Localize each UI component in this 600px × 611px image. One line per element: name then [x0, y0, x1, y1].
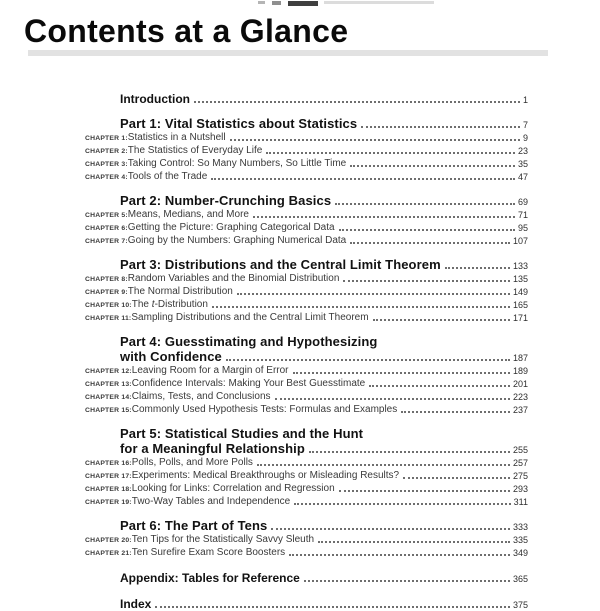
dotted-leader — [230, 139, 520, 141]
page-number: 335 — [512, 535, 528, 545]
toc-row-chapter — [85, 377, 528, 390]
chapter-number-label: CHAPTER 18: — [85, 486, 132, 493]
dotted-leader — [350, 165, 515, 167]
toc-row-part — [85, 256, 528, 272]
dotted-leader — [289, 554, 510, 556]
chapter-title: Ten Surefire Exam Score Boosters — [131, 547, 286, 558]
dotted-leader — [403, 477, 510, 479]
page-number: 9 — [522, 133, 528, 143]
page-number: 275 — [512, 471, 528, 481]
clipped-text-mark — [272, 1, 281, 5]
chapter-title-part: The — [131, 299, 152, 310]
page-title: Contents at a Glance — [24, 13, 349, 49]
chapter-number-label: CHAPTER 2: — [85, 148, 128, 155]
chapter-number-label: CHAPTER 11: — [85, 315, 132, 322]
toc-row-chapter — [85, 311, 528, 324]
toc-row-part — [85, 517, 528, 533]
dotted-leader — [318, 541, 510, 543]
toc-row-part — [85, 192, 528, 208]
chapter-title: Going by the Numbers: Graphing Numerical Data — [127, 235, 347, 246]
toc-row-single — [120, 596, 528, 611]
part-title-text: Part 6: The Part of Tens — [120, 518, 268, 533]
toc-row-chapter — [85, 221, 528, 234]
chapter-number-label: CHAPTER 20: — [85, 537, 132, 544]
page-number: 35 — [517, 159, 528, 169]
chapter-title: Getting the Picture: Graphing Categorical Data — [127, 222, 335, 233]
page-number: 223 — [512, 392, 528, 402]
chapter-number-label: CHAPTER 19: — [85, 499, 132, 506]
toc-row-chapter — [85, 364, 528, 377]
chapter-number-label: CHAPTER 10: — [85, 302, 132, 309]
page-number: 187 — [512, 353, 528, 363]
toc-row-chapter — [85, 533, 528, 546]
chapter-number-label: CHAPTER 9: — [85, 289, 128, 296]
part-title-line2 — [120, 440, 528, 456]
chapter-title: Looking for Links: Correlation and Regression — [131, 483, 335, 494]
dotted-leader — [257, 464, 510, 466]
page-number: 69 — [517, 197, 528, 207]
page-number: 135 — [512, 274, 528, 284]
chapter-title: Experiments: Medical Breakthroughs or Misleading Results? — [131, 470, 400, 481]
chapter-number-label: CHAPTER 1: — [85, 135, 128, 142]
dotted-leader — [212, 306, 510, 308]
toc-row-chapter — [85, 208, 528, 221]
toc-row-chapter — [85, 131, 528, 144]
chapter-title: Taking Control: So Many Numbers, So Little Time — [127, 158, 347, 169]
clipped-previous-page-text — [0, 0, 600, 8]
part-title-line1 — [120, 425, 528, 440]
clipped-text-mark — [324, 1, 434, 4]
page-header — [24, 14, 576, 56]
dotted-leader — [266, 152, 515, 154]
page-number: 365 — [512, 574, 528, 584]
dotted-leader — [226, 359, 510, 361]
toc-row-chapter — [85, 456, 528, 469]
part-title-text: Part 1: Vital Statistics about Statistics — [120, 116, 358, 131]
chapter-title: Leaving Room for a Margin of Error — [131, 365, 289, 376]
part-title-text: Part 2: Number-Crunching Basics — [120, 193, 332, 208]
chapter-number-label: CHAPTER 3: — [85, 161, 128, 168]
chapter-title: Commonly Used Hypothesis Tests: Formulas and Examples — [131, 404, 398, 415]
toc-row-chapter — [85, 390, 528, 403]
chapter-number-label: CHAPTER 7: — [85, 238, 128, 245]
part-title-text: with Confidence — [120, 349, 222, 364]
dotted-leader — [155, 606, 510, 608]
dotted-leader — [211, 178, 515, 180]
toc-row-part — [85, 333, 528, 364]
page-number: 201 — [512, 379, 528, 389]
page-number: 375 — [512, 600, 528, 610]
page-number: 257 — [512, 458, 528, 468]
toc-row-chapter — [85, 403, 528, 416]
toc-row-chapter — [85, 546, 528, 559]
part-title-line1 — [120, 192, 528, 208]
chapter-title: Polls, Polls, and More Polls — [131, 457, 253, 468]
dotted-leader — [304, 580, 510, 582]
dotted-leader — [369, 385, 510, 387]
chapter-title: The Statistics of Everyday Life — [127, 145, 263, 156]
chapter-number-label: CHAPTER 12: — [85, 368, 132, 375]
toc-entry-label: Introduction — [120, 92, 190, 106]
toc-row-chapter — [85, 285, 528, 298]
toc-row-part — [85, 425, 528, 456]
dotted-leader — [335, 203, 515, 205]
toc-row-chapter — [85, 170, 528, 183]
part-title-text: Part 4: Guesstimating and Hypothesizing — [120, 334, 378, 349]
toc-entry-label: Appendix: Tables for Reference — [120, 571, 300, 585]
toc-row-chapter — [85, 298, 528, 311]
toc-row-single — [120, 570, 528, 585]
dotted-leader — [361, 126, 520, 128]
chapter-title: Tools of the Trade — [127, 171, 208, 182]
toc — [85, 80, 528, 611]
dotted-leader — [373, 319, 510, 321]
dotted-leader — [343, 280, 510, 282]
dotted-leader — [445, 267, 510, 269]
chapter-title: Two-Way Tables and Independence — [131, 496, 291, 507]
part-title-text: Part 5: Statistical Studies and the Hunt — [120, 426, 364, 441]
dotted-leader — [294, 503, 510, 505]
chapter-title: Random Variables and the Binomial Distribution — [127, 273, 340, 284]
dotted-leader — [275, 398, 510, 400]
dotted-leader — [253, 216, 515, 218]
dotted-leader — [309, 451, 510, 453]
chapter-number-label: CHAPTER 13: — [85, 381, 132, 388]
chapter-title: Statistics in a Nutshell — [127, 132, 226, 143]
dotted-leader — [339, 229, 515, 231]
toc-row-chapter — [85, 495, 528, 508]
chapter-title: Ten Tips for the Statistically Savvy Sleuth — [131, 534, 315, 545]
toc-row-single — [120, 91, 528, 106]
chapter-title: Claims, Tests, and Conclusions — [131, 391, 271, 402]
chapter-number-label: CHAPTER 17: — [85, 473, 132, 480]
page-number: 95 — [517, 223, 528, 233]
part-title-text: Part 3: Distributions and the Central Limit Theorem — [120, 257, 441, 272]
chapter-title-part: t — [151, 299, 155, 310]
toc-row-chapter — [85, 157, 528, 170]
dotted-leader — [237, 293, 510, 295]
toc-row-chapter — [85, 272, 528, 285]
part-title-line1 — [120, 333, 528, 348]
chapter-title: Means, Medians, and More — [127, 209, 249, 220]
chapter-number-label: CHAPTER 16: — [85, 460, 132, 467]
title-underline-rule — [28, 50, 548, 56]
page-number: 1 — [522, 95, 528, 105]
page-number: 189 — [512, 366, 528, 376]
chapter-number-label: CHAPTER 21: — [85, 550, 132, 557]
toc-entry-label: Index — [120, 597, 152, 611]
toc-row-chapter — [85, 144, 528, 157]
part-title-line2 — [120, 348, 528, 364]
dotted-leader — [293, 372, 510, 374]
toc-row-part — [85, 115, 528, 131]
page-number: 71 — [517, 210, 528, 220]
dotted-leader — [401, 411, 510, 413]
chapter-number-label: CHAPTER 8: — [85, 276, 128, 283]
page-number: 7 — [522, 120, 528, 130]
clipped-text-mark — [288, 1, 318, 6]
clipped-text-mark — [258, 1, 265, 4]
dotted-leader — [271, 528, 510, 530]
part-title-line1 — [120, 115, 528, 131]
chapter-title: Sampling Distributions and the Central Limit Theorem — [131, 312, 369, 323]
page-number: 311 — [513, 497, 528, 507]
page-number: 107 — [512, 236, 528, 246]
chapter-number-label: CHAPTER 15: — [85, 407, 132, 414]
page-number: 165 — [512, 300, 528, 310]
page-number: 293 — [512, 484, 528, 494]
chapter-number-label: CHAPTER 6: — [85, 225, 128, 232]
page-number: 149 — [512, 287, 528, 297]
dotted-leader — [194, 101, 520, 103]
toc-row-chapter — [85, 482, 528, 495]
part-title-text: for a Meaningful Relationship — [120, 441, 305, 456]
page-number: 349 — [512, 548, 528, 558]
dotted-leader — [350, 242, 510, 244]
page-number: 47 — [517, 172, 528, 182]
chapter-title: Confidence Intervals: Making Your Best Guesstimate — [131, 378, 366, 389]
page-number: 23 — [517, 146, 528, 156]
page-number: 133 — [512, 261, 528, 271]
chapter-number-label: CHAPTER 4: — [85, 174, 128, 181]
page-number: 255 — [512, 445, 528, 455]
part-title-line1 — [120, 256, 528, 272]
chapter-number-label: CHAPTER 14: — [85, 394, 132, 401]
toc-row-chapter — [85, 234, 528, 247]
chapter-title — [132, 299, 208, 311]
chapter-title-part: -Distribution — [154, 299, 208, 310]
part-title-line1 — [120, 517, 528, 533]
chapter-title: The Normal Distribution — [127, 286, 233, 297]
page-number: 171 — [512, 313, 528, 323]
chapter-number-label: CHAPTER 5: — [85, 212, 128, 219]
page-number: 237 — [512, 405, 528, 415]
page-number: 333 — [512, 522, 528, 532]
dotted-leader — [339, 490, 510, 492]
toc-row-chapter — [85, 469, 528, 482]
